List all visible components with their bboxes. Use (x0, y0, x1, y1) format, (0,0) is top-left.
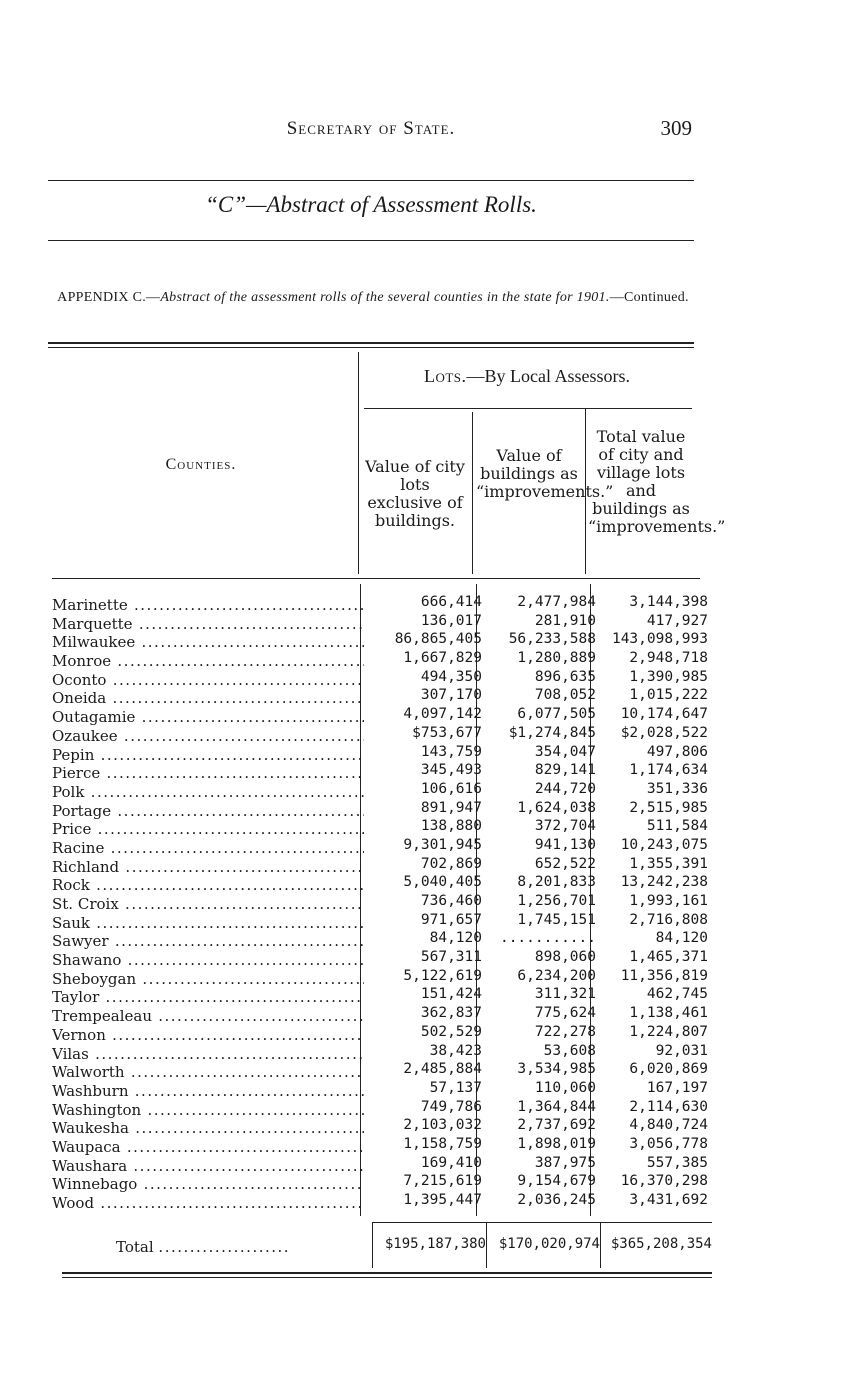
cell-total: 13,242,238 (620, 874, 708, 891)
county-name: Polk ..... (52, 783, 364, 801)
cell-buildings: 775,624 (534, 1005, 596, 1022)
column-header-lots: Value of city lots exclusive of buildings. (365, 457, 465, 530)
total-rule (372, 1222, 712, 1223)
table-caption (48, 288, 698, 307)
table-row (52, 1061, 712, 1080)
table-row (52, 1173, 712, 1192)
table-row (52, 1080, 712, 1099)
cell-total: 1,465,371 (629, 949, 708, 966)
cell-lots: 169,410 (420, 1154, 482, 1171)
table-row (52, 874, 712, 893)
cell-lots: 502,529 (420, 1023, 482, 1040)
cell-total: 16,370,298 (620, 1173, 708, 1190)
cell-lots: 1,667,829 (403, 650, 482, 667)
cell-total: 2,948,718 (629, 650, 708, 667)
table-row (52, 687, 712, 706)
cell-total: 1,390,985 (629, 668, 708, 685)
cell-total: 143,098,993 (611, 631, 708, 648)
cell-total: 11,356,819 (620, 967, 708, 984)
table-row (52, 912, 712, 931)
cell-total: 92,031 (655, 1042, 708, 1059)
cell-lots: 362,837 (420, 1005, 482, 1022)
cell-lots: 345,493 (420, 762, 482, 779)
header-bottom-rule (52, 578, 700, 579)
cell-buildings: 6,077,505 (517, 706, 596, 723)
column-header-total: Total value of city and village lots and buildings as “improvements.” (588, 427, 726, 536)
county-name: Washington ..... (52, 1101, 364, 1119)
total-lots: $195,187,380 (384, 1236, 486, 1252)
table-divider (358, 352, 359, 574)
county-name: Marinette ..... (52, 596, 364, 614)
cell-lots: $753,677 (412, 724, 482, 741)
cell-lots: 9,301,945 (403, 836, 482, 853)
cell-total: 1,174,634 (629, 762, 708, 779)
cell-total: 462,745 (646, 986, 708, 1003)
county-name: Waukesha ..... (52, 1119, 364, 1137)
cell-total: 417,927 (646, 612, 708, 629)
total-buildings: $170,020,974 (498, 1236, 600, 1252)
header-rule (48, 180, 694, 181)
county-name: Racine ..... (52, 839, 364, 857)
cell-buildings: 652,522 (534, 855, 596, 872)
cell-lots: 86,865,405 (394, 631, 482, 648)
cell-total: 2,114,630 (629, 1098, 708, 1115)
county-name: Waupaca ..... (52, 1138, 364, 1156)
table-row (52, 781, 712, 800)
county-name: Taylor ..... (52, 988, 364, 1006)
cell-total: 1,224,807 (629, 1023, 708, 1040)
cell-buildings: 387,975 (534, 1154, 596, 1171)
table-row (52, 631, 712, 650)
cell-total: 3,056,778 (629, 1135, 708, 1152)
table-row (52, 1024, 712, 1043)
county-name: Trempealeau ..... (52, 1007, 364, 1025)
cell-buildings: 110,060 (534, 1079, 596, 1096)
cell-buildings: 896,635 (534, 668, 596, 685)
table-row (52, 1005, 712, 1024)
table-bottom-rule-thin (62, 1277, 712, 1278)
cell-total: 511,584 (646, 818, 708, 835)
table-row (52, 930, 712, 949)
cell-buildings: 1,624,038 (517, 799, 596, 816)
caption-italic: Abstract of the assessment rolls of the several counties in the state for 1901. (160, 290, 610, 305)
county-name: Rock ..... (52, 876, 364, 894)
group-header (362, 366, 692, 387)
cell-lots: 1,395,447 (403, 1192, 482, 1208)
cell-buildings: 3,534,985 (517, 1061, 596, 1078)
table-row (52, 762, 712, 781)
table-row (52, 1155, 712, 1174)
cell-buildings: 1,364,844 (517, 1098, 596, 1115)
cell-buildings: 722,278 (534, 1023, 596, 1040)
cell-total: 84,120 (655, 930, 708, 947)
table-top-rule-thin (48, 347, 694, 348)
cell-lots: 749,786 (420, 1098, 482, 1115)
county-name: Sheboygan ..... (52, 970, 364, 988)
group-header-caps: Lots. (423, 366, 467, 386)
section-title: “C”—Abstract of Assessment Rolls. (205, 192, 537, 217)
county-name: Waushara ..... (52, 1157, 364, 1175)
group-header-rule (364, 408, 692, 409)
cell-total: 557,385 (646, 1154, 708, 1171)
cell-total: 497,806 (646, 743, 708, 760)
cell-buildings: 8,201,833 (517, 874, 596, 891)
cell-buildings: 2,477,984 (517, 594, 596, 610)
table-row (52, 613, 712, 632)
table-row (52, 744, 712, 763)
caption-label: APPENDIX C.— (57, 290, 161, 305)
cell-lots: 138,880 (420, 818, 482, 835)
table-row (52, 1117, 712, 1136)
cell-lots: 106,616 (420, 780, 482, 797)
column-header-buildings: Value of buildings as “improvements.” (476, 446, 614, 501)
cell-total: 6,020,869 (629, 1061, 708, 1078)
table-row (52, 818, 712, 837)
table-row (52, 893, 712, 912)
running-head: Secretary of State. (286, 118, 456, 139)
table-row (52, 968, 712, 987)
cell-lots: 736,460 (420, 893, 482, 909)
cell-lots: 57,137 (429, 1079, 482, 1096)
cell-buildings: 281,910 (534, 612, 596, 629)
cell-lots: 151,424 (420, 986, 482, 1003)
cell-lots: 7,215,619 (403, 1173, 482, 1190)
county-name: Walworth ..... (52, 1063, 364, 1081)
cell-total: 10,243,075 (620, 836, 708, 853)
title-rule (48, 240, 694, 241)
table-divider (472, 412, 473, 574)
total-row (52, 1236, 712, 1256)
table-row (52, 650, 712, 669)
caption-suffix: —Continued. (609, 290, 689, 305)
county-name: Washburn ..... (52, 1082, 364, 1100)
county-name: Sauk ..... (52, 914, 364, 932)
counties-header: Counties. (165, 456, 237, 473)
table-row (52, 986, 712, 1005)
table-row (52, 949, 712, 968)
county-name: Vilas ..... (52, 1045, 364, 1063)
cell-buildings: 708,052 (534, 687, 596, 704)
cell-total: 3,144,398 (629, 594, 708, 610)
cell-total: 1,993,161 (629, 893, 708, 909)
county-name: Sawyer ..... (52, 932, 364, 950)
table-row (52, 800, 712, 819)
county-name: Shawano ..... (52, 951, 364, 969)
cell-total: 351,336 (646, 780, 708, 797)
table-row (52, 706, 712, 725)
cell-buildings: 1,898,019 (517, 1135, 596, 1152)
cell-buildings: 2,036,245 (517, 1192, 596, 1208)
county-name: Portage ..... (52, 802, 364, 820)
cell-buildings: 6,234,200 (517, 967, 596, 984)
county-name: Pierce ..... (52, 764, 364, 782)
cell-lots: 2,103,032 (403, 1117, 482, 1134)
cell-buildings: 9,154,679 (517, 1173, 596, 1190)
table-row (52, 725, 712, 744)
cell-lots: 494,350 (420, 668, 482, 685)
table-row (52, 856, 712, 875)
cell-buildings: 311,321 (534, 986, 596, 1003)
cell-total: 10,174,647 (620, 706, 708, 723)
cell-buildings: 1,256,701 (517, 893, 596, 909)
cell-buildings: 898,060 (534, 949, 596, 966)
cell-total: 2,515,985 (629, 799, 708, 816)
county-name: Ozaukee ..... (52, 727, 364, 745)
table-bottom-rule (62, 1272, 712, 1274)
county-name: Vernon ..... (52, 1026, 364, 1044)
cell-buildings: 56,233,588 (508, 631, 596, 648)
county-name: Oneida ..... (52, 689, 364, 707)
total-dots: ..................... (158, 1238, 291, 1256)
county-name: St. Croix ..... (52, 895, 364, 913)
county-name: Richland ..... (52, 858, 364, 876)
cell-buildings: 372,704 (534, 818, 596, 835)
county-name: Pepin ..... (52, 746, 364, 764)
county-name: Wood ..... (52, 1194, 364, 1212)
group-header-rest: —By Local Assessors. (466, 366, 631, 386)
cell-buildings: 1,745,151 (517, 911, 596, 928)
cell-buildings: 244,720 (534, 780, 596, 797)
cell-lots: 84,120 (429, 930, 482, 947)
county-name: Price ..... (52, 820, 364, 838)
cell-total: 1,015,222 (629, 687, 708, 704)
cell-lots: 5,122,619 (403, 967, 482, 984)
total-label-text: Total (116, 1238, 154, 1256)
cell-buildings: 829,141 (534, 762, 596, 779)
cell-lots: 5,040,405 (403, 874, 482, 891)
table-body (52, 594, 712, 1211)
cell-buildings: 354,047 (534, 743, 596, 760)
table-row (52, 1043, 712, 1062)
total-label (116, 1238, 368, 1256)
cell-buildings: ........... (499, 930, 596, 947)
county-name: Milwaukee ..... (52, 633, 364, 651)
county-name: Marquette ..... (52, 615, 364, 633)
table-row (52, 1136, 712, 1155)
cell-lots: 567,311 (420, 949, 482, 966)
cell-lots: 4,097,142 (403, 706, 482, 723)
cell-buildings: $1,274,845 (508, 724, 596, 741)
cell-lots: 38,423 (429, 1042, 482, 1059)
cell-lots: 891,947 (420, 799, 482, 816)
table-row (52, 837, 712, 856)
cell-total: 1,138,461 (629, 1005, 708, 1022)
cell-total: 2,716,808 (629, 911, 708, 928)
cell-total: $2,028,522 (620, 724, 708, 741)
page-header (48, 116, 694, 146)
cell-buildings: 53,608 (543, 1042, 596, 1059)
county-name: Oconto ..... (52, 671, 364, 689)
cell-lots: 971,657 (420, 911, 482, 928)
county-name: Winnebago ..... (52, 1175, 364, 1193)
table-row (52, 669, 712, 688)
cell-lots: 2,485,884 (403, 1061, 482, 1078)
cell-total: 167,197 (646, 1079, 708, 1096)
cell-lots: 136,017 (420, 612, 482, 629)
cell-lots: 702,869 (420, 855, 482, 872)
cell-total: 4,840,724 (629, 1117, 708, 1134)
cell-lots: 143,759 (420, 743, 482, 760)
cell-lots: 666,414 (420, 594, 482, 610)
page-number: 309 (660, 116, 692, 140)
total-total: $365,208,354 (610, 1236, 712, 1252)
table-row (52, 1099, 712, 1118)
cell-buildings: 1,280,889 (517, 650, 596, 667)
cell-lots: 307,170 (420, 687, 482, 704)
cell-total: 3,431,692 (629, 1192, 708, 1208)
county-name: Outagamie ..... (52, 708, 364, 726)
cell-buildings: 2,737,692 (517, 1117, 596, 1134)
table-row (52, 594, 712, 613)
cell-total: 1,355,391 (629, 855, 708, 872)
table-top-rule (48, 342, 694, 344)
cell-lots: 1,158,759 (403, 1135, 482, 1152)
cell-buildings: 941,130 (534, 836, 596, 853)
county-name: Monroe ..... (52, 652, 364, 670)
table-row (52, 1192, 712, 1211)
